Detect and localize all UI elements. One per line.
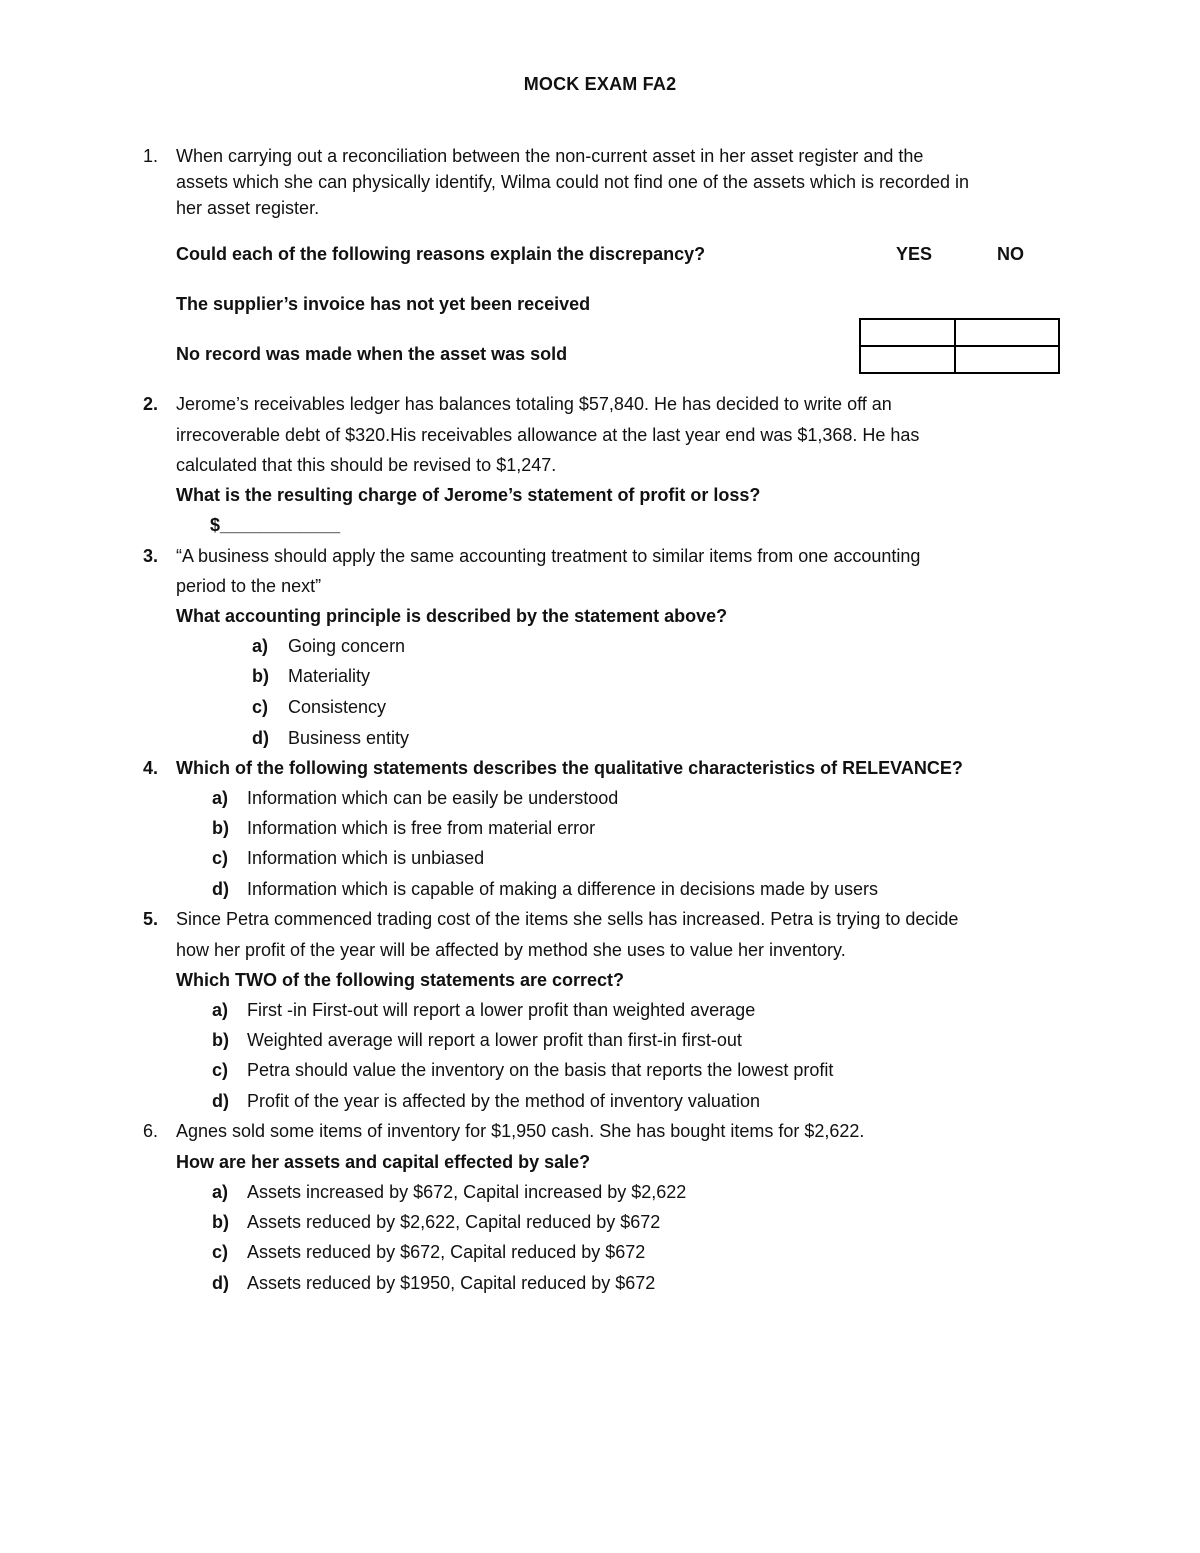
- q1-line-2: assets which she can physically identify, Wilma could not find one of the assets which is recorded in: [176, 172, 970, 192]
- q5-question: Which TWO of the following statements are correct?: [176, 970, 625, 990]
- q5-number: 5.: [143, 909, 159, 929]
- q3-number: 3.: [143, 546, 159, 566]
- q6-option-d[interactable]: Assets reduced by $1950, Capital reduced by $672: [247, 1273, 656, 1293]
- q6-line-1: Agnes sold some items of inventory for $1,950 cash. She has bought items for $2,622.: [176, 1121, 865, 1141]
- q4-number: 4.: [143, 758, 159, 778]
- q2-line-3: calculated that this should be revised to $1,247.: [176, 455, 557, 475]
- q2-question: What is the resulting charge of Jerome’s statement of profit or loss?: [176, 485, 761, 505]
- q3-option-d[interactable]: Business entity: [288, 728, 410, 748]
- q2-line-1: Jerome’s receivables ledger has balances totaling $57,840. He has decided to write off an: [176, 394, 892, 414]
- q5-option-c-letter: c): [212, 1060, 229, 1080]
- answer-box-reason1-yes[interactable]: [859, 318, 956, 347]
- q5-option-d[interactable]: Profit of the year is affected by the method of inventory valuation: [247, 1091, 760, 1111]
- q4-option-a[interactable]: Information which can be easily be understood: [247, 788, 619, 808]
- q3-option-a[interactable]: Going concern: [288, 636, 406, 656]
- page-title: MOCK EXAM FA2: [523, 74, 677, 94]
- q3-question: What accounting principle is described by the statement above?: [176, 606, 728, 626]
- q3-line-1: “A business should apply the same accounting treatment to similar items from one accounting: [176, 546, 921, 566]
- q5-option-a[interactable]: First -in First-out will report a lower profit than weighted average: [247, 1000, 756, 1020]
- q1-question: Could each of the following reasons explain the discrepancy?: [176, 244, 706, 264]
- q5-option-d-letter: d): [212, 1091, 229, 1111]
- q3-option-b[interactable]: Materiality: [288, 666, 371, 686]
- q2-line-2: irrecoverable debt of $320.His receivables allowance at the last year end was $1,368. He has: [176, 425, 920, 445]
- no-header: NO: [997, 244, 1024, 264]
- q3-line-2: period to the next”: [176, 576, 322, 596]
- q6-option-a[interactable]: Assets increased by $672, Capital increased by $2,622: [247, 1182, 687, 1202]
- yes-header: YES: [896, 244, 933, 264]
- answer-box-reason1-no[interactable]: [954, 318, 1060, 347]
- q4-option-d[interactable]: Information which is capable of making a difference in decisions made by users: [247, 879, 879, 899]
- answer-box-reason2-yes[interactable]: [859, 345, 956, 374]
- q6-question: How are her assets and capital effected by sale?: [176, 1152, 591, 1172]
- q3-option-d-letter: d): [252, 728, 269, 748]
- q3-option-b-letter: b): [252, 666, 269, 686]
- q5-line-1: Since Petra commenced trading cost of the items she sells has increased. Petra is trying to decide: [176, 909, 959, 929]
- q1-line-1: When carrying out a reconciliation between the non-current asset in her asset register and the: [176, 146, 924, 166]
- q6-option-b-letter: b): [212, 1212, 229, 1232]
- q1-reason-1: The supplier’s invoice has not yet been received: [176, 294, 591, 314]
- q4-option-c-letter: c): [212, 848, 229, 868]
- q5-option-c[interactable]: Petra should value the inventory on the basis that reports the lowest profit: [247, 1060, 834, 1080]
- q5-option-a-letter: a): [212, 1000, 229, 1020]
- q6-option-d-letter: d): [212, 1273, 229, 1293]
- q4-option-b-letter: b): [212, 818, 229, 838]
- q4-question: Which of the following statements describes the qualitative characteristics of RELEVANCE?: [176, 758, 963, 778]
- q2-answer-line[interactable]: $____________: [210, 515, 341, 535]
- q4-option-b[interactable]: Information which is free from material error: [247, 818, 596, 838]
- q4-option-d-letter: d): [212, 879, 229, 899]
- q6-option-b[interactable]: Assets reduced by $2,622, Capital reduced by $672: [247, 1212, 661, 1232]
- q5-option-b-letter: b): [212, 1030, 229, 1050]
- answer-box-reason2-no[interactable]: [954, 345, 1060, 374]
- q6-option-c-letter: c): [212, 1242, 229, 1262]
- q6-option-c[interactable]: Assets reduced by $672, Capital reduced by $672: [247, 1242, 646, 1262]
- q5-line-2: how her profit of the year will be affected by method she uses to value her inventory.: [176, 940, 846, 960]
- q3-option-c-letter: c): [252, 697, 269, 717]
- q5-option-b[interactable]: Weighted average will report a lower profit than first-in first-out: [247, 1030, 742, 1050]
- q4-option-c[interactable]: Information which is unbiased: [247, 848, 485, 868]
- q6-option-a-letter: a): [212, 1182, 229, 1202]
- q1-line-3: her asset register.: [176, 198, 320, 218]
- q1-number: 1.: [143, 146, 159, 166]
- q6-number: 6.: [143, 1121, 159, 1141]
- q3-option-c[interactable]: Consistency: [288, 697, 387, 717]
- q4-option-a-letter: a): [212, 788, 229, 808]
- q1-reason-2: No record was made when the asset was sold: [176, 344, 568, 364]
- q2-number: 2.: [143, 394, 159, 414]
- q3-option-a-letter: a): [252, 636, 269, 656]
